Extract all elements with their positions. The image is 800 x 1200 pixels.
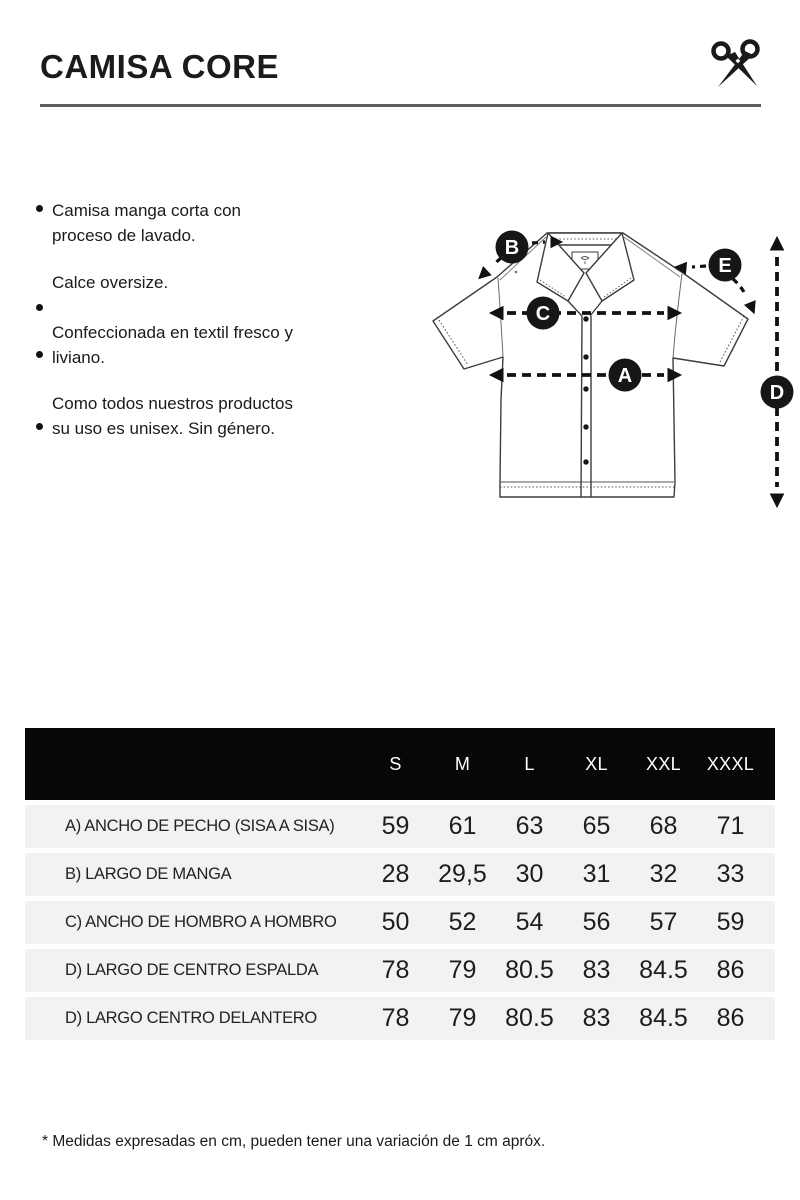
shirt-measurement-diagram: [425, 220, 800, 515]
size-header: XL: [585, 753, 608, 774]
bullet-icon: [36, 304, 43, 311]
table-row: [25, 805, 775, 848]
measure-value: 63: [515, 812, 544, 840]
measure-value: 80.5: [505, 1004, 554, 1032]
row-label: B) LARGO DE MANGA: [65, 865, 232, 883]
measure-value: 65: [582, 812, 611, 840]
size-header: L: [524, 753, 535, 774]
table-row: [25, 853, 775, 896]
measure-value: 56: [582, 908, 611, 936]
measure-value: 78: [381, 1004, 410, 1032]
measure-value: 83: [582, 1004, 611, 1032]
table-row: [25, 949, 775, 992]
measure-value: 33: [716, 860, 745, 888]
measure-value: 50: [381, 908, 410, 936]
shirt-outline: [433, 233, 748, 497]
marker-b-letter: B: [504, 237, 520, 259]
measurement-footnote: * Medidas expresadas en cm, pueden tener una variación de 1 cm apróx.: [42, 1133, 546, 1150]
scissors-icon: [708, 36, 768, 92]
table-row: [25, 901, 775, 944]
description-line: Confeccionada en textil fresco y: [52, 323, 293, 342]
list-item: [30, 320, 382, 370]
measure-value: 28: [381, 860, 410, 888]
list-item: [30, 270, 382, 295]
description-line: Calce oversize.: [52, 273, 169, 292]
size-table: [25, 728, 775, 1040]
list-item: [30, 198, 382, 248]
measure-line-d: [771, 237, 784, 507]
measure-value: 59: [716, 908, 745, 936]
measure-value: 84.5: [639, 956, 688, 984]
row-label: A) ANCHO DE PECHO (SISA A SISA): [65, 817, 335, 835]
description-line: liviano.: [52, 348, 105, 367]
marker-c-letter: C: [535, 303, 551, 325]
size-header: S: [389, 753, 402, 774]
row-label: D) LARGO DE CENTRO ESPALDA: [65, 961, 319, 979]
table-row: [25, 997, 775, 1040]
marker-d-letter: D: [769, 382, 785, 404]
measure-value: 78: [381, 956, 410, 984]
measure-value: 71: [716, 812, 745, 840]
measure-value: 68: [649, 812, 678, 840]
measure-value: 86: [716, 956, 745, 984]
measure-value: 86: [716, 1004, 745, 1032]
measure-value: 30: [515, 860, 544, 888]
row-label: D) LARGO CENTRO DELANTERO: [65, 1009, 317, 1027]
description-line: Camisa manga corta con: [52, 201, 241, 220]
bullet-icon: [36, 205, 43, 212]
marker-e-letter: E: [718, 255, 732, 277]
marker-a-letter: A: [617, 365, 633, 387]
measure-value: 52: [448, 908, 477, 936]
description-line: proceso de lavado.: [52, 226, 196, 245]
measure-value: 59: [381, 812, 410, 840]
list-item: [30, 391, 382, 441]
size-header: M: [454, 753, 471, 774]
measure-value: 79: [448, 956, 477, 984]
measure-value: 29,5: [438, 860, 487, 888]
measure-value: 83: [582, 956, 611, 984]
title-divider: [40, 104, 761, 107]
page-title: CAMISA CORE: [40, 48, 279, 85]
size-header: XXL: [646, 753, 681, 774]
row-label: C) ANCHO DE HOMBRO A HOMBRO: [65, 913, 337, 931]
measure-value: 61: [448, 812, 477, 840]
measure-value: 31: [582, 860, 611, 888]
measure-value: 80.5: [505, 956, 554, 984]
bullet-icon: [36, 351, 43, 358]
measure-value: 57: [649, 908, 678, 936]
size-header: XXXL: [706, 753, 755, 774]
measure-value: 54: [515, 908, 544, 936]
measure-value: 32: [649, 860, 678, 888]
bullet-icon: [36, 423, 43, 430]
size-table-header: [25, 728, 775, 800]
description-line: su uso es unisex. Sin género.: [52, 419, 276, 438]
measure-value: 84.5: [639, 1004, 688, 1032]
description-line: Como todos nuestros productos: [52, 394, 293, 413]
measure-value: 79: [448, 1004, 477, 1032]
